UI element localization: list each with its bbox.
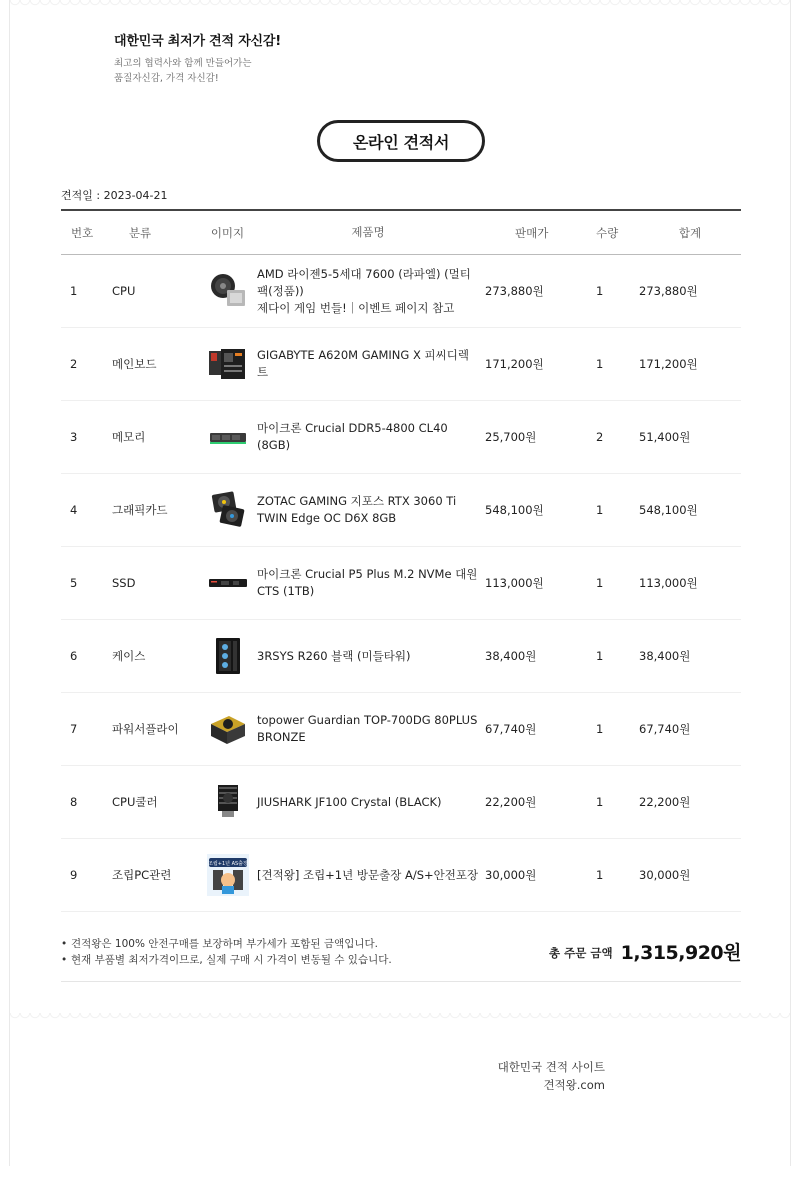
row-price: 548,100원 <box>485 503 544 517</box>
row-total: 22,200원 <box>639 795 691 809</box>
assembly-service-icon <box>207 854 249 896</box>
row-qty: 1 <box>596 503 604 517</box>
row-total: 548,100원 <box>639 503 698 517</box>
row-category: 조립PC관련 <box>112 868 172 882</box>
row-price: 25,700원 <box>485 430 537 444</box>
row-price: 171,200원 <box>485 357 544 371</box>
row-total: 30,000원 <box>639 868 691 882</box>
case-icon <box>207 635 249 677</box>
assembly-badge-text: 조립+1년 AS출장 <box>207 861 248 867</box>
row-category: 메모리 <box>112 430 146 444</box>
site-header <box>114 30 281 86</box>
row-name-line: AMD 라이젠5-5세대 7600 (라파엘) (멀티팩(정품)) <box>257 266 471 298</box>
row-qty: 1 <box>596 649 604 663</box>
row-no: 6 <box>70 649 78 663</box>
row-no: 9 <box>70 868 78 882</box>
row-name: 마이크론 Crucial P5 Plus M.2 NVMe 대원CTS (1TB) <box>257 567 478 598</box>
footer-site: 견적왕.com <box>543 1078 605 1092</box>
header-qty: 수량 <box>596 225 619 240</box>
row-no: 4 <box>70 503 78 517</box>
site-footer <box>498 1058 605 1094</box>
row-price: 113,000원 <box>485 576 544 590</box>
row-name <box>257 266 485 317</box>
row-qty: 1 <box>596 722 604 736</box>
row-total: 51,400원 <box>639 430 691 444</box>
graphics-card-icon <box>207 489 249 531</box>
row-name: 3RSYS R260 블랙 (미들타워) <box>257 648 411 663</box>
row-category: 파워서플라이 <box>112 722 179 736</box>
order-summary <box>61 918 741 982</box>
row-total: 171,200원 <box>639 357 698 371</box>
table-row <box>61 620 741 693</box>
row-category: SSD <box>112 576 136 590</box>
row-qty: 1 <box>596 284 604 298</box>
row-qty: 1 <box>596 795 604 809</box>
table-row <box>61 839 741 912</box>
row-category: CPU쿨러 <box>112 795 158 809</box>
sub-tagline-line2: 품질자신감, 가격 자신감! <box>114 73 219 84</box>
row-price: 38,400원 <box>485 649 537 663</box>
sub-tagline <box>114 56 281 86</box>
row-name-promo: 제다이 게임 번들!｜이벤트 페이지 참고 <box>257 300 455 315</box>
header-image: 이미지 <box>210 225 245 240</box>
notes-list <box>61 936 392 968</box>
header-total: 합계 <box>678 225 702 240</box>
row-no: 2 <box>70 357 78 371</box>
footer-line1: 대한민국 견적 사이트 <box>497 1060 605 1074</box>
power-supply-icon <box>207 708 249 750</box>
row-name: GIGABYTE A620M GAMING X 피씨디렉트 <box>257 348 469 379</box>
ssd-icon <box>207 562 249 604</box>
cpu-cooler-icon <box>207 781 249 823</box>
tagline: 대한민국 최저가 견적 자신감! <box>114 34 282 49</box>
row-no: 7 <box>70 722 78 736</box>
top-wavy-border <box>10 0 790 8</box>
header-name: 제품명 <box>351 225 385 239</box>
header-price: 판매가 <box>515 225 549 240</box>
row-category: 메인보드 <box>112 357 157 371</box>
header-category: 분류 <box>128 225 152 240</box>
row-total: 67,740원 <box>639 722 691 736</box>
row-category: 케이스 <box>112 649 146 663</box>
table-row <box>61 693 741 766</box>
table-row <box>61 766 741 839</box>
row-qty: 1 <box>596 576 604 590</box>
memory-icon <box>207 416 249 458</box>
table-row <box>61 255 741 328</box>
row-name: ZOTAC GAMING 지포스 RTX 3060 Ti TWIN Edge OC D6X 8GB <box>257 494 457 525</box>
note-item: • 현재 부품별 최저가격이므로, 실제 구매 시 가격이 변동될 수 있습니다. <box>61 952 392 968</box>
total-value: 1,315,920원 <box>620 942 741 964</box>
table-row <box>61 547 741 620</box>
quote-table <box>61 209 741 912</box>
row-price: 22,200원 <box>485 795 537 809</box>
row-no: 5 <box>70 576 78 590</box>
row-no: 8 <box>70 795 78 809</box>
row-name: 마이크론 Crucial DDR5-4800 CL40 (8GB) <box>257 421 448 452</box>
row-total: 273,880원 <box>639 284 698 298</box>
total-label: 총 주문 금액 <box>549 946 613 960</box>
note-item: • 견적왕은 100% 안전구매를 보장하며 부가세가 포함된 금액입니다. <box>61 936 392 952</box>
table-header <box>61 211 741 255</box>
row-no: 3 <box>70 430 78 444</box>
page-title: 온라인 견적서 <box>317 120 485 162</box>
row-qty: 1 <box>596 357 604 371</box>
row-qty: 2 <box>596 430 604 444</box>
quote-sheet <box>9 0 791 1166</box>
header-no: 번호 <box>71 225 94 240</box>
motherboard-icon <box>207 343 249 385</box>
table-row <box>61 328 741 401</box>
quote-date: 견적일 : 2023-04-21 <box>61 189 168 202</box>
row-total: 38,400원 <box>639 649 691 663</box>
row-total: 113,000원 <box>639 576 698 590</box>
row-name: JIUSHARK JF100 Crystal (BLACK) <box>257 794 442 809</box>
row-price: 30,000원 <box>485 868 537 882</box>
footer-wavy-border <box>10 1013 790 1021</box>
row-category: CPU <box>112 284 136 298</box>
row-price: 273,880원 <box>485 284 544 298</box>
table-row <box>61 474 741 547</box>
table-row <box>61 401 741 474</box>
row-no: 1 <box>70 284 78 298</box>
sub-tagline-line1: 최고의 협력사와 함께 만들어가는 <box>114 58 252 69</box>
row-category: 그래픽카드 <box>112 503 168 517</box>
row-name: [견적왕] 조립+1년 방문출장 A/S+안전포장 <box>257 867 479 882</box>
row-qty: 1 <box>596 868 604 882</box>
row-name: topower Guardian TOP-700DG 80PLUS BRONZE <box>257 713 478 744</box>
cpu-icon <box>207 270 249 312</box>
row-price: 67,740원 <box>485 722 537 736</box>
